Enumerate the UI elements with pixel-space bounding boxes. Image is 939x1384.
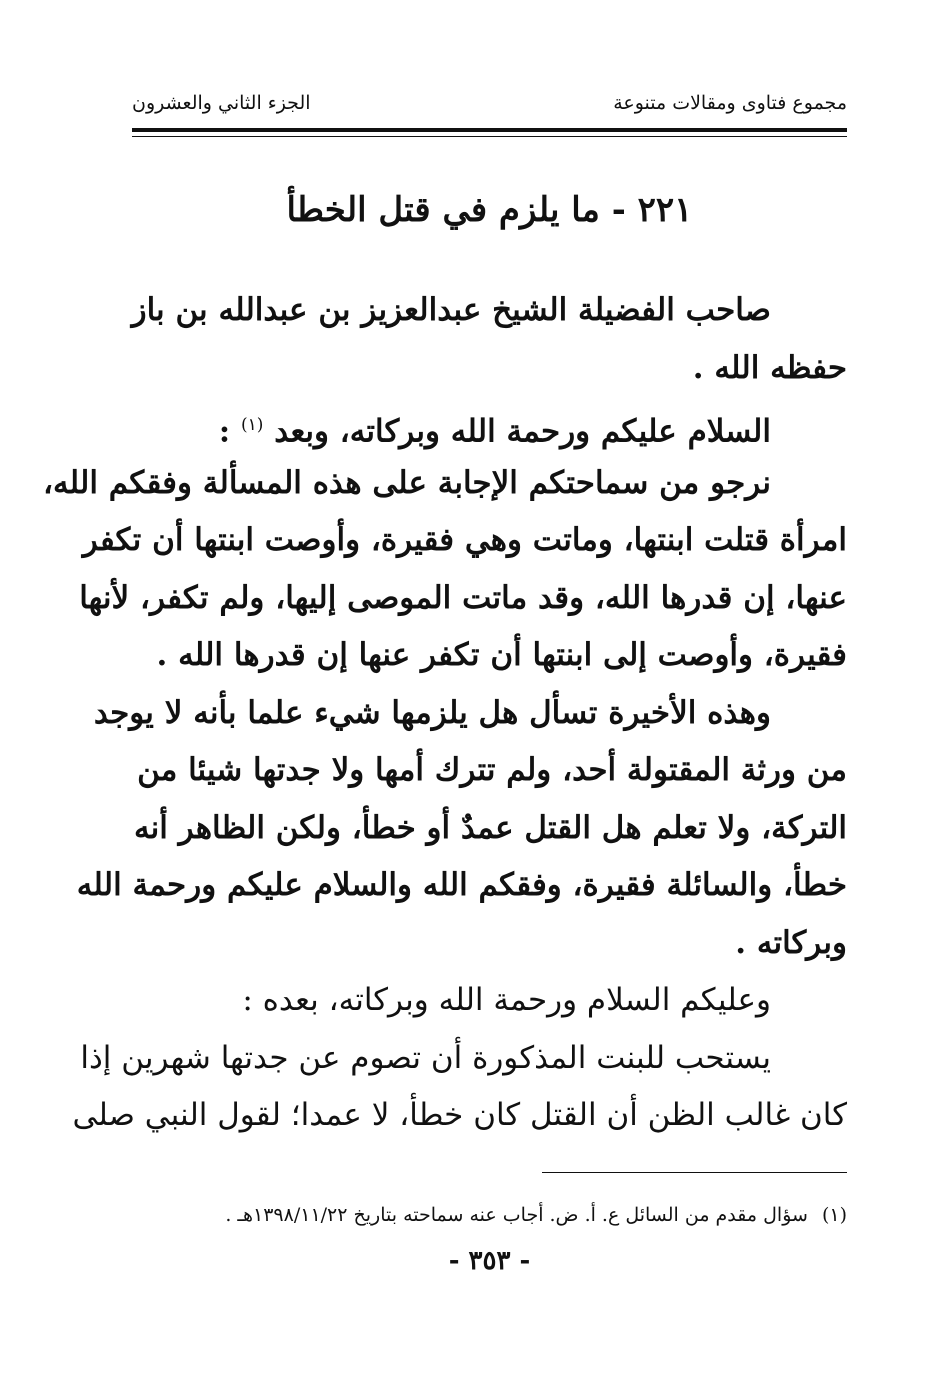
running-header — [132, 92, 847, 122]
text-line: يستحب للبنت المذكورة أن تصوم عن جدتها شهرين إذا — [80, 1039, 771, 1076]
text-line-greeting — [132, 397, 847, 455]
body-text — [43, 282, 847, 1145]
text-line: خطأ، والسائلة فقيرة، وفقكم الله والسلام عليكم ورحمة الله — [76, 867, 847, 903]
header-volume: الجزء الثاني والعشرون — [132, 92, 311, 114]
text-line: حفظه الله . — [692, 349, 847, 386]
text-line: وهذه الأخيرة تسأل هل يلزمها شيء علما بأنه لا يوجد — [93, 694, 771, 731]
text-line: كان غالب الظن أن القتل كان خطأ، لا عمدا؛ لقول النبي صلى — [72, 1097, 847, 1133]
text-line: امرأة قتلت ابنتها، وماتت وهي فقيرة، وأوصت ابنتها أن تكفر — [82, 522, 847, 558]
header-rule-thin — [132, 136, 847, 137]
footnote-text: سؤال مقدم من السائل ع. أ. ض. أجاب عنه سماحته بتاريخ ١٣٩٨/١١/٢٢هـ . — [225, 1204, 808, 1226]
footnote-rule — [542, 1172, 847, 1173]
text-line: نرجو من سماحتكم الإجابة على هذه المسألة وفقكم الله، — [43, 464, 771, 501]
greeting-colon: : — [218, 413, 241, 450]
text-line: فقيرة، وأوصت إلى ابنتها أن تكفر عنها إن قدرها الله . — [156, 637, 847, 673]
text-line: التركة، ولا تعلم هل القتل عمدٌ أو خطأ، ولكن الظاهر أنه — [133, 809, 847, 846]
header-book-title: مجموع فتاوى ومقالات متنوعة — [613, 92, 847, 114]
greeting-text: السلام عليكم ورحمة الله وبركاته، وبعد — [274, 413, 771, 450]
fatwa-title: ٢٢١ - ما يلزم في قتل الخطأ — [286, 190, 693, 230]
text-line: وعليكم السلام ورحمة الله وبركاته، بعده : — [242, 982, 771, 1018]
page-number: - ٣٥٣ - — [448, 1246, 531, 1276]
text-line: وبركاته . — [735, 924, 847, 961]
text-line: من ورثة المقتولة أحد، ولم تترك أمها ولا جدتها شيئا من — [137, 752, 847, 788]
text-line: صاحب الفضيلة الشيخ عبدالعزيز بن عبدالله بن باز — [131, 292, 771, 328]
footnote-reference[interactable]: (١) — [240, 415, 264, 435]
footnote-number: (١) — [821, 1204, 847, 1226]
text-line: عنها، إن قدرها الله، وقد ماتت الموصى إليها، ولم تكفر، لأنها — [79, 579, 847, 616]
footnote — [132, 1204, 847, 1226]
header-rule-thick — [132, 128, 847, 132]
